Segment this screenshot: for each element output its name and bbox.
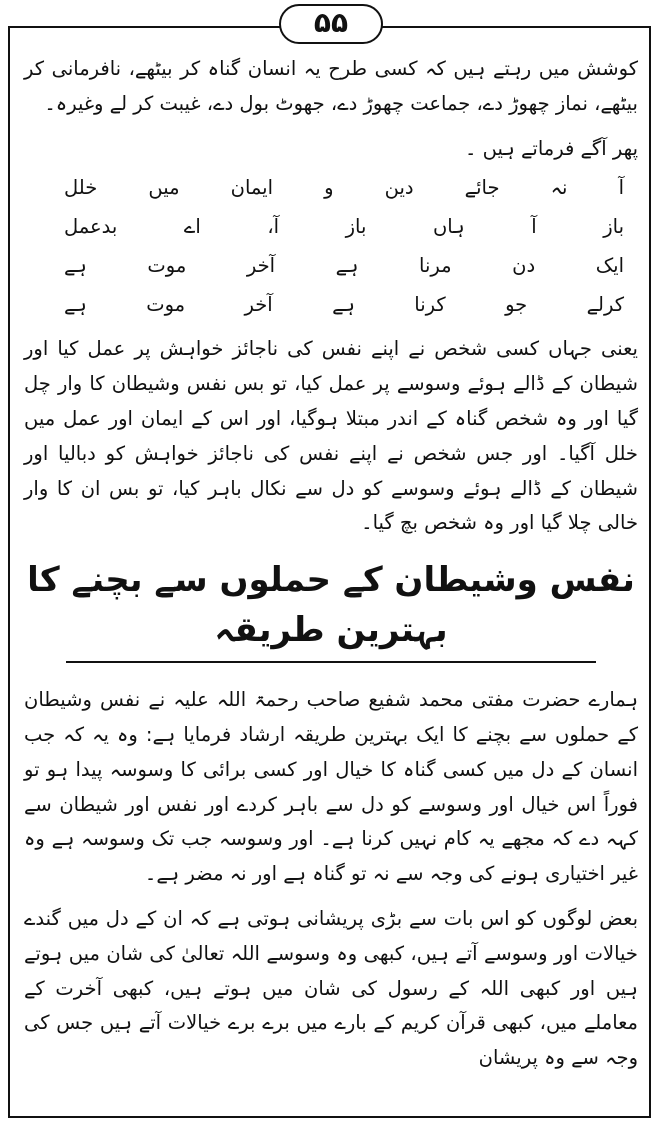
paragraph: کوشش میں رہتے ہیں کہ کسی طرح یہ انسان گناہ کر بیٹھے، نافرمانی کر بیٹھے، نماز چھوڑ دے، جماعت چھوڑ دے، جھوٹ بول دے، غیبت کر لے وغیرہ۔ bbox=[24, 57, 638, 115]
verse-block bbox=[24, 166, 638, 332]
verse-intro: پھر آگے فرماتے ہیں ۔ bbox=[465, 136, 638, 160]
heading-underline bbox=[66, 661, 596, 663]
paragraph: بعض لوگوں کو اس بات سے بڑی پریشانی ہوتی ہے کہ ان کے دل میں گندے خیالات اور وسوسے آتے ہیں، کبھی وہ وسوسے اللہ تعالیٰ کی شان میں ہوتے ہیں اور کبھی اللہ کے رسول کی شان میں ہوتے ہیں، کبھی آخرت کے معاملے میں، کبھی قرآن کریم کے بارے میں برے برے خیالات آتے ہیں جس کی وجہ سے وہ پریشان bbox=[24, 906, 638, 1070]
verse-line: کرلے جو کرنا ہے آخر موت ہے bbox=[64, 293, 624, 317]
section-heading: نفس وشیطان کے حملوں سے بچنے کا بہترین طریقہ bbox=[27, 560, 635, 651]
paragraph: ہمارے حضرت مفتی محمد شفیع صاحب رحمۃ اللہ علیہ نے نفس وشیطان کے حملوں سے بچنے کا ایک بہترین طریقہ ارشاد فرمایا ہے: وہ یہ کہ جب انسان کے دل میں کسی گناہ کا خیال اور کسی برائی کا وسوسہ پیدا ہو تو فوراً اس خیال اور وسوسے کو دل سے باہر کردے اور نفس اور شیطان سے کہہ دے کہ مجھے یہ کام نہیں کرنا ہے۔ اور وسوسہ جب تک وسوسہ ہے وہ غیر اختیاری ہونے کی وجہ سے نہ تو گناہ ہے اور نہ مضر ہے۔ bbox=[24, 688, 638, 886]
paragraph: یعنی جہاں کسی شخص نے اپنے نفس کی ناجائز خواہش پر عمل کیا اور شیطان کے ڈالے ہوئے وسوسے پر عمل کیا، تو بس نفس وشیطان کا وار چل گیا اور وہ شخص گناہ کے اندر مبتلا ہوگیا، اور اس کے ایمان اور عمل میں خلل آگیا۔ اور جس شخص نے اپنے نفس کی ناجائز خواہش کو دبالیا اور شیطان کے ڈالے ہوئے وسوسے کو دل سے نکال باہر کیا، تو بس ان کا وار خالی چلا گیا اور وہ شخص بچ گیا۔ bbox=[24, 337, 638, 535]
verse-line: باز آ ہاں باز آ، اے بدعمل bbox=[64, 215, 624, 239]
spacer bbox=[24, 122, 638, 132]
spacer bbox=[24, 892, 638, 902]
verse-line: آ نہ جائے دین و ایمان میں خلل bbox=[64, 176, 624, 200]
page-body bbox=[24, 52, 638, 1076]
verse-line: ایک دن مرنا ہے آخر موت ہے bbox=[64, 254, 624, 278]
page-number: ۵۵ bbox=[279, 4, 383, 44]
